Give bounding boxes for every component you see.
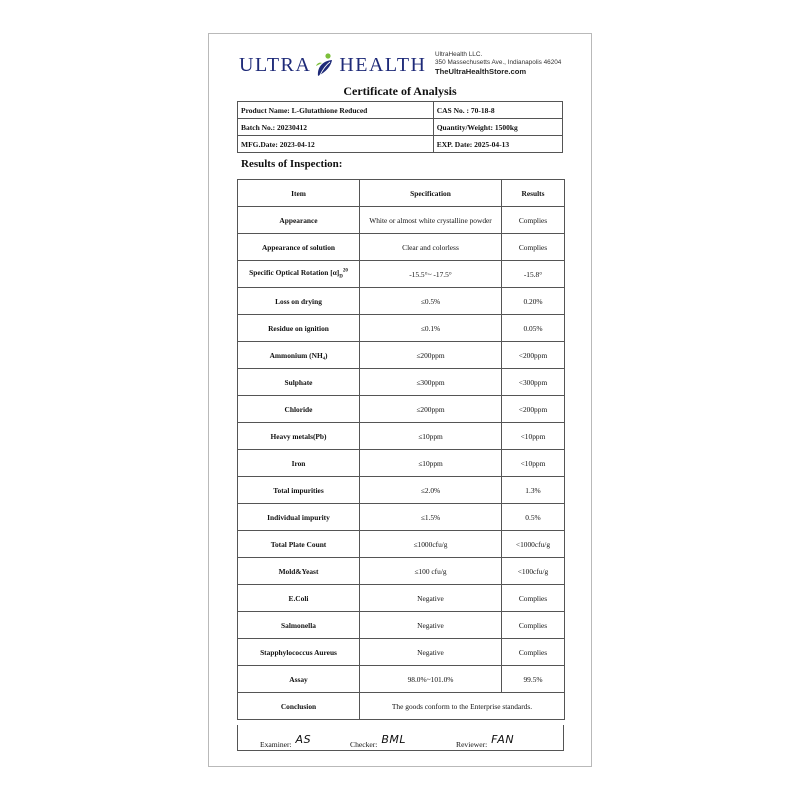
table-row	[238, 315, 565, 342]
conclusion-row	[238, 693, 565, 720]
examiner-initials: AS	[295, 733, 312, 746]
row-specification: ≤10ppm	[360, 423, 502, 450]
table-row	[238, 234, 565, 261]
info-row	[238, 119, 563, 136]
table-row	[238, 396, 565, 423]
table-row	[238, 450, 565, 477]
company-name: UltraHealth LLC.	[435, 51, 483, 58]
row-item	[238, 639, 360, 666]
row-item-label: Assay	[289, 674, 308, 684]
row-item-label: Specific Optical Rotation [α]	[249, 268, 340, 278]
column-header-results: Results	[502, 180, 565, 207]
row-result: Complies	[502, 612, 565, 639]
row-result: 0.05%	[502, 315, 565, 342]
row-specification: ≤200ppm	[360, 396, 502, 423]
row-specification: ≤1.5%	[360, 504, 502, 531]
table-row	[238, 342, 565, 369]
table-row	[238, 261, 565, 288]
row-result: Complies	[502, 207, 565, 234]
results-body	[238, 207, 565, 693]
row-item-label: Appearance of solution	[261, 242, 336, 252]
row-item-subscript: D	[339, 274, 343, 280]
row-result: <100cfu/g	[502, 558, 565, 585]
batch-number: Batch No.: 20230412	[238, 119, 434, 136]
table-row	[238, 639, 565, 666]
row-result: 0.20%	[502, 288, 565, 315]
inspection-results-table	[237, 179, 565, 720]
reviewer-label: Reviewer:	[456, 740, 488, 749]
reviewer-signature	[456, 733, 515, 750]
logo	[239, 52, 426, 78]
row-item-label: Sulphate	[284, 377, 313, 387]
row-item	[238, 585, 360, 612]
table-row	[238, 207, 565, 234]
row-item-label: Appearance	[279, 215, 318, 225]
leaf-person-icon	[313, 52, 337, 78]
row-specification: Negative	[360, 612, 502, 639]
row-specification: Clear and colorless	[360, 234, 502, 261]
product-name: Product Name: L-Glutathione Reduced	[238, 102, 434, 119]
row-specification: Negative	[360, 639, 502, 666]
row-specification: ≤1000cfu/g	[360, 531, 502, 558]
row-item	[238, 261, 360, 288]
row-item-label: Mold&Yeast	[278, 566, 319, 576]
column-header-item: Item	[238, 180, 360, 207]
table-row	[238, 585, 565, 612]
row-item	[238, 531, 360, 558]
row-result: <10ppm	[502, 423, 565, 450]
table-row	[238, 477, 565, 504]
row-result: <300ppm	[502, 369, 565, 396]
table-row	[238, 369, 565, 396]
company-url: TheUltraHealthStore.com	[435, 67, 527, 76]
table-row	[238, 288, 565, 315]
row-item	[238, 342, 360, 369]
row-item-label: Salmonella	[281, 620, 316, 630]
checker-label: Checker:	[350, 740, 378, 749]
info-row	[238, 136, 563, 153]
row-result: Complies	[502, 639, 565, 666]
row-result: 99.5%	[502, 666, 565, 693]
row-item	[238, 450, 360, 477]
checker-signature	[350, 733, 406, 750]
row-specification: ≤0.5%	[360, 288, 502, 315]
row-result: <1000cfu/g	[502, 531, 565, 558]
row-item-label: Heavy metals(Pb)	[270, 431, 327, 441]
row-item	[238, 666, 360, 693]
table-row	[238, 423, 565, 450]
row-result: <10ppm	[502, 450, 565, 477]
row-specification: ≤300ppm	[360, 369, 502, 396]
row-specification: ≤100 cfu/g	[360, 558, 502, 585]
examiner-label: Examiner:	[260, 740, 292, 749]
row-item-label: Stapphylococcus Aureus	[260, 647, 337, 657]
row-item	[238, 477, 360, 504]
table-header-row	[238, 180, 565, 207]
company-info	[435, 51, 561, 76]
conclusion-label: Conclusion	[238, 693, 360, 720]
info-row	[238, 102, 563, 119]
signature-row	[237, 725, 564, 751]
row-item-label: Residue on ignition	[268, 323, 329, 333]
row-result: <200ppm	[502, 396, 565, 423]
row-specification: ≤0.1%	[360, 315, 502, 342]
results-heading: Results of Inspection:	[241, 158, 343, 170]
row-item	[238, 369, 360, 396]
row-specification: ≤10ppm	[360, 450, 502, 477]
row-item	[238, 558, 360, 585]
page-title: Certificate of Analysis	[343, 84, 457, 98]
examiner-signature	[260, 733, 312, 750]
column-header-specification: Specification	[360, 180, 502, 207]
row-item-label: Individual impurity	[267, 512, 330, 522]
logo-text-left: ULTRA	[239, 53, 312, 76]
row-result: Complies	[502, 234, 565, 261]
row-result: 1.3%	[502, 477, 565, 504]
table-row	[238, 612, 565, 639]
row-item-label: E.Coli	[288, 593, 309, 603]
row-item-label: Chloride	[284, 404, 313, 414]
table-row	[238, 504, 565, 531]
row-item-label: Iron	[291, 458, 306, 468]
exp-date: EXP. Date: 2025-04-13	[433, 136, 562, 153]
row-specification: White or almost white crystalline powder	[360, 207, 502, 234]
row-result: <200ppm	[502, 342, 565, 369]
row-specification: -15.5°~ -17.5°	[360, 261, 502, 288]
company-address: 350 Massechusetts Ave., Indianapolis 46204	[435, 59, 562, 66]
row-result: -15.8°	[502, 261, 565, 288]
table-row	[238, 666, 565, 693]
row-specification: 98.0%~101.0%	[360, 666, 502, 693]
row-result: 0.5%	[502, 504, 565, 531]
row-item	[238, 288, 360, 315]
row-item	[238, 315, 360, 342]
table-row	[238, 558, 565, 585]
conclusion-text: The goods conform to the Enterprise standards.	[360, 693, 565, 720]
row-item	[238, 207, 360, 234]
mfg-date: MFG.Date: 2023-04-12	[238, 136, 434, 153]
cas-number: CAS No. : 70-18-8	[433, 102, 562, 119]
quantity-weight: Quantity/Weight: 1500kg	[433, 119, 562, 136]
row-specification: Negative	[360, 585, 502, 612]
certificate-sheet	[208, 33, 592, 767]
row-specification: ≤2.0%	[360, 477, 502, 504]
row-item-label: Ammonium (NH₄)	[269, 350, 328, 360]
row-result: Complies	[502, 585, 565, 612]
row-item-label: Loss on drying	[275, 296, 322, 306]
row-specification: ≤200ppm	[360, 342, 502, 369]
row-item-superscript: 20	[342, 268, 348, 274]
reviewer-initials: FAN	[491, 733, 515, 746]
row-item-label: Total impurities	[273, 485, 324, 495]
row-item	[238, 396, 360, 423]
row-item	[238, 423, 360, 450]
row-item	[238, 234, 360, 261]
checker-initials: BML	[381, 733, 406, 746]
product-info-table	[237, 101, 563, 153]
row-item-label: Total Plate Count	[270, 539, 327, 549]
row-item	[238, 504, 360, 531]
header	[239, 46, 579, 80]
table-row	[238, 531, 565, 558]
logo-text-right: HEALTH	[339, 53, 427, 76]
row-item	[238, 612, 360, 639]
